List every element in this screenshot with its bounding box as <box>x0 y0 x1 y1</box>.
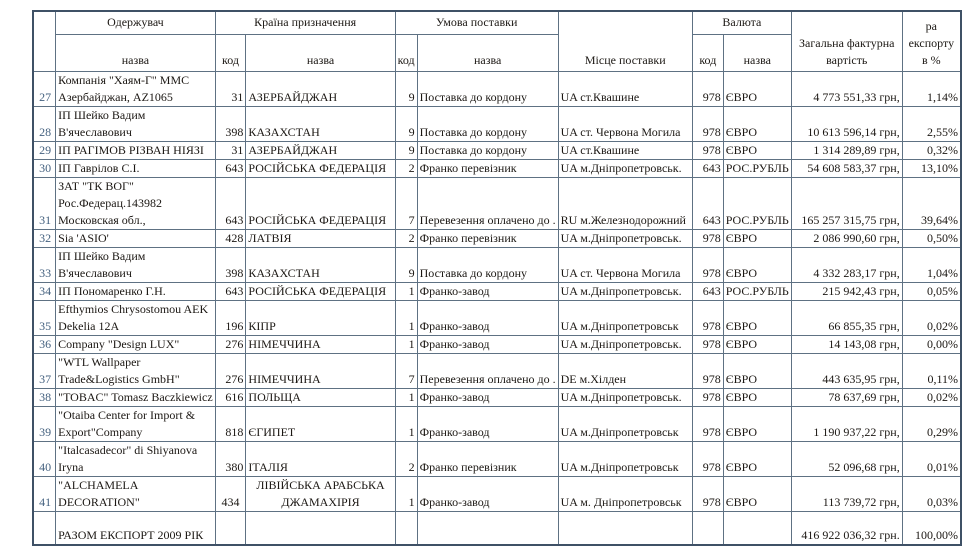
cell-country: ЄГИПЕТ <box>246 406 395 441</box>
cell-currency: ЄВРО <box>723 141 791 159</box>
cell-country-code: 643 <box>215 159 246 177</box>
header-total-value: Загальна фактурна вартість <box>791 11 902 71</box>
cell-num: 28 <box>33 106 56 141</box>
cell-country-code: 428 <box>215 229 246 247</box>
total-share: 100,00% <box>902 511 961 545</box>
table-row <box>33 441 961 476</box>
cell-country-code: 643 <box>215 177 246 229</box>
cell-terms: Франко перевізник <box>417 229 558 247</box>
cell-terms: Франко-завод <box>417 335 558 353</box>
cell-recipient: ІП Гаврілов С.І. <box>56 159 215 177</box>
cell-num: 31 <box>33 177 56 229</box>
cell-place: UA м.Дніпропетровськ. <box>558 282 692 300</box>
header-currency-code: код <box>692 34 723 71</box>
cell-country: АЗЕРБАЙДЖАН <box>246 71 395 106</box>
cell-currency: ЄВРО <box>723 229 791 247</box>
cell-country: ІТАЛІЯ <box>246 441 395 476</box>
total-value: 416 922 036,32 грн. <box>791 511 902 545</box>
cell-terms-code: 9 <box>395 247 417 282</box>
cell-currency-code: 978 <box>692 388 723 406</box>
header-terms-name: назва <box>417 34 558 71</box>
cell-value: 1 314 289,89 грн, <box>791 141 902 159</box>
cell-value: 1 190 937,22 грн, <box>791 406 902 441</box>
cell-recipient: "Italcasadecor" di Shiyanova Iryna <box>56 441 215 476</box>
cell-value: 52 096,68 грн, <box>791 441 902 476</box>
cell-country-code: 276 <box>215 335 246 353</box>
table-row <box>33 106 961 141</box>
cell-value: 10 613 596,14 грн, <box>791 106 902 141</box>
cell-recipient: Company "Design LUX" <box>56 335 215 353</box>
cell-currency: ЄВРО <box>723 247 791 282</box>
cell-terms: Франко-завод <box>417 406 558 441</box>
cell-currency: РОС.РУБЛЬ <box>723 159 791 177</box>
header-row-number <box>33 11 56 71</box>
cell-terms-code: 1 <box>395 388 417 406</box>
cell-terms-code: 9 <box>395 106 417 141</box>
header-currency-name: назва <box>723 34 791 71</box>
table-row <box>33 388 961 406</box>
header-currency-group: Валюта <box>692 11 791 34</box>
cell-terms-code: 2 <box>395 229 417 247</box>
cell-country: КАЗАХСТАН <box>246 106 395 141</box>
cell-country: ЛІВІЙСЬКА АРАБСЬКА ДЖАМАХІРІЯ <box>246 476 395 511</box>
cell-currency-code: 978 <box>692 229 723 247</box>
cell-recipient: Компанія "Хаям-Г" ММС Азербайджан, AZ1065 <box>56 71 215 106</box>
table-row <box>33 282 961 300</box>
cell-num: 30 <box>33 159 56 177</box>
table-row <box>33 335 961 353</box>
header-recipient-name: назва <box>56 34 215 71</box>
cell-terms: Франко перевізник <box>417 159 558 177</box>
cell-country-code: 276 <box>215 353 246 388</box>
cell-num: 32 <box>33 229 56 247</box>
cell-country-code: 31 <box>215 71 246 106</box>
cell-country: ПОЛЬЩА <box>246 388 395 406</box>
cell-terms: Поставка до кордону <box>417 71 558 106</box>
cell-recipient: Sia 'ASIO' <box>56 229 215 247</box>
cell-recipient: "TOBAC" Tomasz Baczkiewicz <box>56 388 215 406</box>
cell-recipient: "Otaiba Center for Import & Export"Company <box>56 406 215 441</box>
cell-value: 14 143,08 грн, <box>791 335 902 353</box>
cell-currency: ЄВРО <box>723 106 791 141</box>
cell-place: UA м. Дніпропетровськ <box>558 476 692 511</box>
header-country-group: Країна призначення <box>215 11 395 34</box>
cell-value: 54 608 583,37 грн, <box>791 159 902 177</box>
cell-country-code: 31 <box>215 141 246 159</box>
cell-country-code: 643 <box>215 282 246 300</box>
cell-terms-code: 7 <box>395 353 417 388</box>
cell-num: 27 <box>33 71 56 106</box>
cell-place: UA м.Дніпропетровськ <box>558 441 692 476</box>
cell-terms: Поставка до кордону <box>417 106 558 141</box>
cell-value: 215 942,43 грн, <box>791 282 902 300</box>
cell-terms-code: 1 <box>395 406 417 441</box>
cell-currency: ЄВРО <box>723 406 791 441</box>
cell-share: 0,11% <box>902 353 961 388</box>
cell-country-code: 380 <box>215 441 246 476</box>
export-report-sheet <box>32 10 962 546</box>
cell-terms: Перевезення оплачено до . <box>417 353 558 388</box>
cell-value: 4 332 283,17 грн, <box>791 247 902 282</box>
table-row <box>33 247 961 282</box>
cell-share: 1,14% <box>902 71 961 106</box>
cell-share: 0,00% <box>902 335 961 353</box>
cell-currency-code: 978 <box>692 335 723 353</box>
cell-recipient: ІП Шейко Вадим В'ячеславович <box>56 106 215 141</box>
cell-currency-code: 978 <box>692 106 723 141</box>
table-row <box>33 177 961 229</box>
table-row <box>33 300 961 335</box>
cell-place: UA ст. Червона Могила <box>558 247 692 282</box>
cell-currency: РОС.РУБЛЬ <box>723 282 791 300</box>
cell-currency-code: 643 <box>692 282 723 300</box>
cell-place: UA м.Дніпропетровськ. <box>558 229 692 247</box>
cell-terms: Поставка до кордону <box>417 247 558 282</box>
cell-place: UA ст.Квашине <box>558 141 692 159</box>
header-country-name: назва <box>246 34 395 71</box>
cell-place: UA м.Дніпропетровськ. <box>558 335 692 353</box>
cell-num: 29 <box>33 141 56 159</box>
cell-recipient: "WTL Wallpaper Trade&Logistics GmbH" <box>56 353 215 388</box>
cell-country: РОСІЙСЬКА ФЕДЕРАЦІЯ <box>246 282 395 300</box>
cell-terms: Франко-завод <box>417 388 558 406</box>
cell-currency: ЄВРО <box>723 71 791 106</box>
cell-terms: Франко-завод <box>417 476 558 511</box>
cell-terms-code: 1 <box>395 282 417 300</box>
cell-num: 33 <box>33 247 56 282</box>
cell-num: 37 <box>33 353 56 388</box>
cell-share: 0,29% <box>902 406 961 441</box>
cell-place: UA м.Дніпропетровськ. <box>558 159 692 177</box>
export-table <box>32 10 962 546</box>
cell-terms: Поставка до кордону <box>417 141 558 159</box>
cell-recipient: ІП РАГІМОВ РІЗВАН НІЯЗІ <box>56 141 215 159</box>
cell-terms-code: 2 <box>395 159 417 177</box>
cell-recipient: ІП Пономаренко Г.Н. <box>56 282 215 300</box>
cell-country: ЛАТВІЯ <box>246 229 395 247</box>
cell-currency-code: 978 <box>692 476 723 511</box>
cell-country-code: 196 <box>215 300 246 335</box>
cell-share: 1,04% <box>902 247 961 282</box>
cell-country: РОСІЙСЬКА ФЕДЕРАЦІЯ <box>246 159 395 177</box>
cell-place: RU м.Железнодорожний <box>558 177 692 229</box>
cell-currency: ЄВРО <box>723 388 791 406</box>
cell-terms-code: 1 <box>395 476 417 511</box>
cell-terms: Франко-завод <box>417 282 558 300</box>
cell-share: 0,05% <box>902 282 961 300</box>
cell-recipient: Efthymios Chrysostomou AEK Dekelia 12A <box>56 300 215 335</box>
cell-country: АЗЕРБАЙДЖАН <box>246 141 395 159</box>
cell-num: 38 <box>33 388 56 406</box>
cell-country: КІПР <box>246 300 395 335</box>
cell-country-code: 616 <box>215 388 246 406</box>
total-label: РАЗОМ ЕКСПОРТ 2009 РІК <box>56 511 215 545</box>
table-row <box>33 141 961 159</box>
cell-value: 443 635,95 грн, <box>791 353 902 388</box>
header-terms-code: код <box>395 34 417 71</box>
cell-country-code: 398 <box>215 106 246 141</box>
cell-num: 39 <box>33 406 56 441</box>
cell-currency-code: 643 <box>692 177 723 229</box>
cell-num: 34 <box>33 282 56 300</box>
cell-value: 2 086 990,60 грн, <box>791 229 902 247</box>
cell-recipient: ІП Шейко Вадим В'ячеславович <box>56 247 215 282</box>
cell-num: 36 <box>33 335 56 353</box>
cell-value: 66 855,35 грн, <box>791 300 902 335</box>
cell-recipient: ЗАТ "ТК ВОГ" Рос.Федерац.143982 Московская обл., <box>56 177 215 229</box>
cell-currency-code: 978 <box>692 141 723 159</box>
cell-terms: Перевезення оплачено до . <box>417 177 558 229</box>
cell-share: 13,10% <box>902 159 961 177</box>
cell-currency: ЄВРО <box>723 353 791 388</box>
cell-place: UA м.Дніпропетровськ <box>558 406 692 441</box>
table-row <box>33 229 961 247</box>
cell-country-code: 818 <box>215 406 246 441</box>
cell-country: НІМЕЧЧИНА <box>246 335 395 353</box>
cell-place: UA м.Дніпропетровськ <box>558 300 692 335</box>
cell-place: UA ст.Квашине <box>558 71 692 106</box>
cell-country: НІМЕЧЧИНА <box>246 353 395 388</box>
cell-country: КАЗАХСТАН <box>246 247 395 282</box>
table-row <box>33 406 961 441</box>
cell-currency: ЄВРО <box>723 441 791 476</box>
cell-currency: РОС.РУБЛЬ <box>723 177 791 229</box>
cell-terms-code: 9 <box>395 141 417 159</box>
cell-num: 35 <box>33 300 56 335</box>
cell-currency-code: 978 <box>692 406 723 441</box>
cell-num: 41 <box>33 476 56 511</box>
header-export-share: ра експорту в % <box>902 11 961 71</box>
cell-recipient: "ALCHAMELA DECORATION" <box>56 476 215 511</box>
cell-currency-code: 978 <box>692 71 723 106</box>
cell-share: 0,32% <box>902 141 961 159</box>
cell-currency: ЄВРО <box>723 476 791 511</box>
cell-value: 78 637,69 грн, <box>791 388 902 406</box>
table-header <box>33 11 961 71</box>
cell-terms: Франко перевізник <box>417 441 558 476</box>
cell-share: 39,64% <box>902 177 961 229</box>
table-row <box>33 159 961 177</box>
cell-place: UA м.Дніпропетровськ. <box>558 388 692 406</box>
header-recipient: Одержувач <box>56 11 215 34</box>
table-row <box>33 476 961 511</box>
cell-value: 113 739,72 грн, <box>791 476 902 511</box>
cell-country-code: 398 <box>215 247 246 282</box>
cell-value: 4 773 551,33 грн, <box>791 71 902 106</box>
cell-country: РОСІЙСЬКА ФЕДЕРАЦІЯ <box>246 177 395 229</box>
cell-share: 0,50% <box>902 229 961 247</box>
cell-share: 0,02% <box>902 300 961 335</box>
cell-num: 40 <box>33 441 56 476</box>
cell-currency-code: 643 <box>692 159 723 177</box>
cell-terms: Франко-завод <box>417 300 558 335</box>
cell-value: 165 257 315,75 грн, <box>791 177 902 229</box>
cell-currency-code: 978 <box>692 300 723 335</box>
cell-currency: ЄВРО <box>723 335 791 353</box>
cell-terms-code: 1 <box>395 335 417 353</box>
cell-currency: ЄВРО <box>723 300 791 335</box>
cell-currency-code: 978 <box>692 353 723 388</box>
cell-place: DE м.Хілден <box>558 353 692 388</box>
cell-share: 0,01% <box>902 441 961 476</box>
table-row <box>33 71 961 106</box>
cell-share: 0,02% <box>902 388 961 406</box>
cell-share: 0,03% <box>902 476 961 511</box>
table-row <box>33 353 961 388</box>
table-body <box>33 71 961 511</box>
cell-country-code: 434 <box>215 476 246 511</box>
cell-currency-code: 978 <box>692 247 723 282</box>
header-country-code: код <box>215 34 246 71</box>
cell-terms-code: 2 <box>395 441 417 476</box>
cell-place: UA ст. Червона Могила <box>558 106 692 141</box>
header-row-groups <box>33 11 961 34</box>
cell-terms-code: 1 <box>395 300 417 335</box>
cell-terms-code: 7 <box>395 177 417 229</box>
cell-terms-code: 9 <box>395 71 417 106</box>
cell-share: 2,55% <box>902 106 961 141</box>
cell-currency-code: 978 <box>692 441 723 476</box>
header-terms-group: Умова поставки <box>395 11 558 34</box>
header-place: Місце поставки <box>558 11 692 71</box>
